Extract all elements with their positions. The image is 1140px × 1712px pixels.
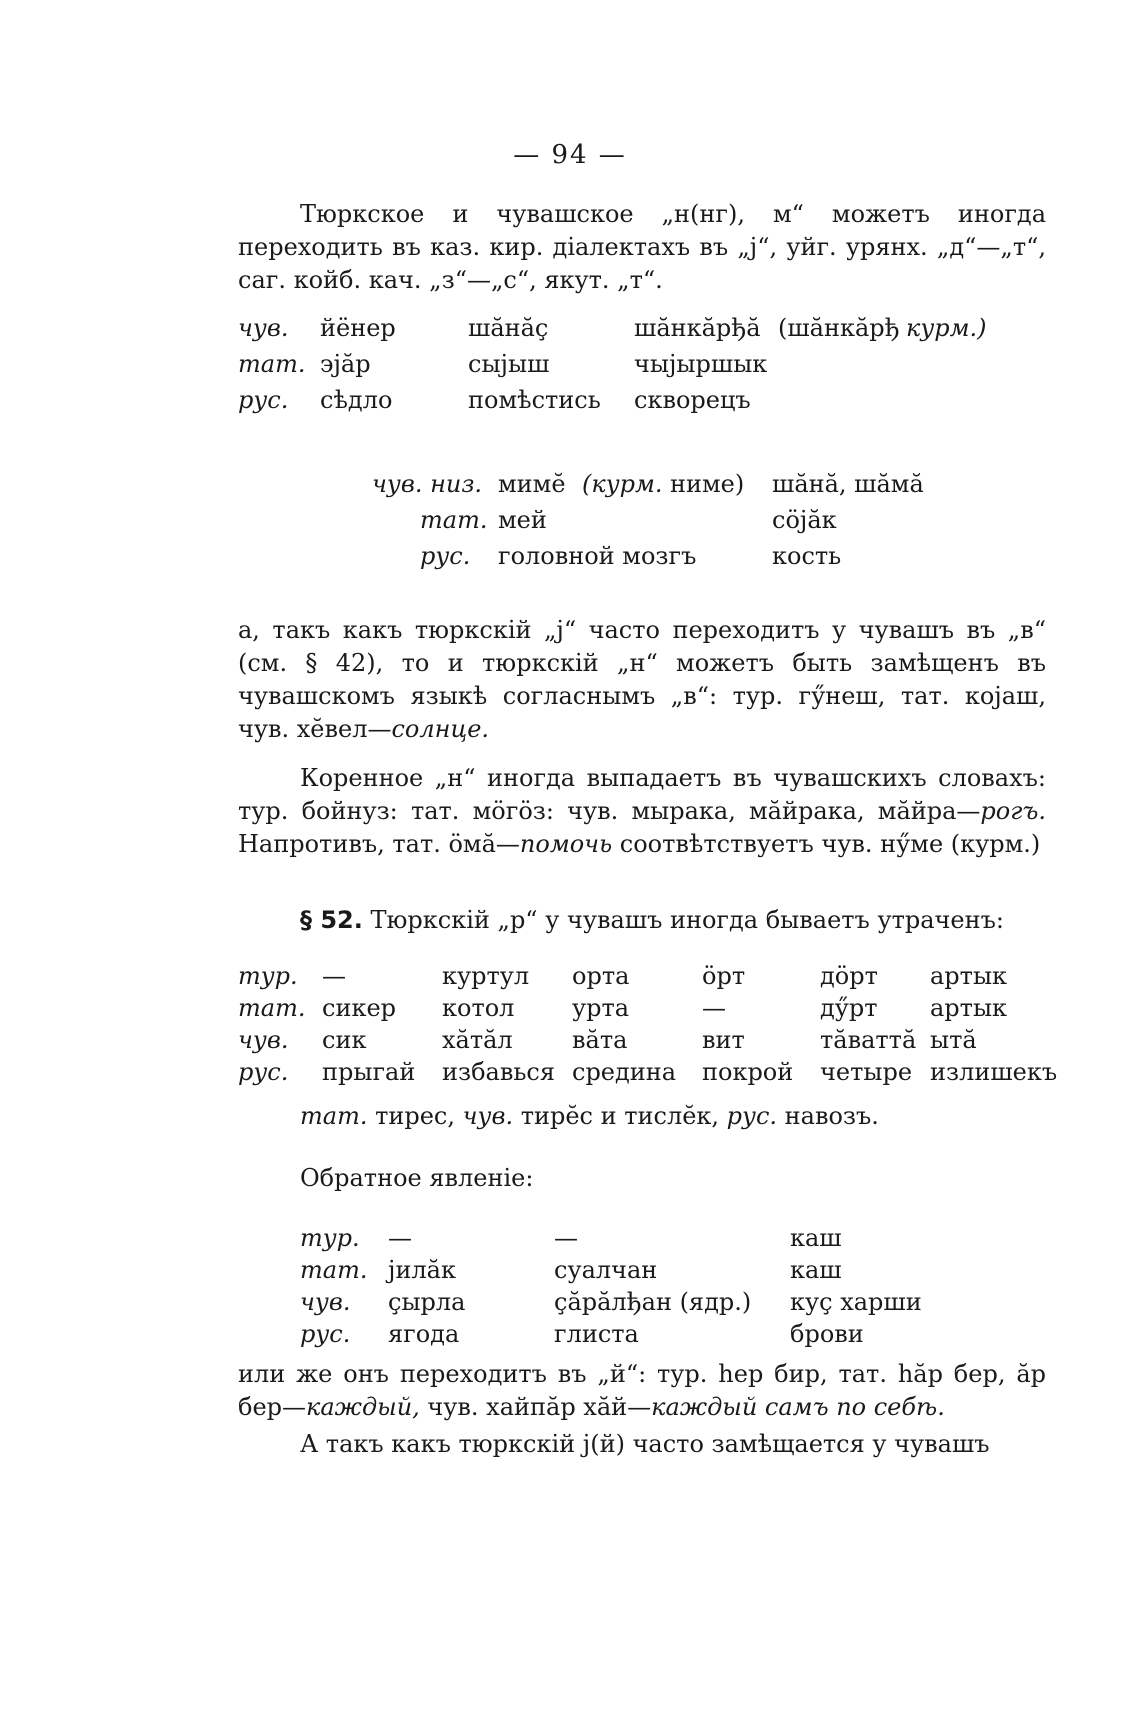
paragraph-text: соотвѣтствуетъ чув. нӳме (курм.) (612, 830, 1041, 858)
lang-label: чув. (462, 1102, 514, 1130)
word-cell: головной мозгъ (498, 542, 697, 570)
word-cell: ытă (930, 1026, 977, 1054)
word-cell: покрой (702, 1058, 794, 1086)
word-cell: кость (772, 542, 842, 570)
word-cell: средина (572, 1058, 677, 1086)
paragraph-text: Коренное „н“ иногда выпадаетъ въ чувашскихъ словахъ: тур. бойнуз: тат. мӧгӧз: чув. мырака, мăйрака, мăйра— (238, 764, 1046, 825)
lang-label: рус. (238, 1058, 289, 1086)
word-cell: вăта (572, 1026, 628, 1054)
paragraph-italic: каждый самъ по себѣ. (651, 1393, 945, 1421)
word-cell: глиста (554, 1320, 639, 1348)
paragraph-text: чув. хайпăр хăй— (419, 1393, 652, 1421)
word-cell: избавься (442, 1058, 556, 1086)
word-cell: сöjăк (772, 506, 837, 534)
word-cell: артык (930, 962, 1008, 990)
word-cell: суалчан (554, 1256, 658, 1284)
word-cell: сикер (322, 994, 397, 1022)
lang-label: тат. (300, 1256, 368, 1284)
word-cell: прыгай (322, 1058, 416, 1086)
word-cell: дӳрт (820, 994, 878, 1022)
word-cell: артык (930, 994, 1008, 1022)
lang-label: рус. (420, 542, 471, 570)
word-cell: излишекъ (930, 1058, 1058, 1086)
word-cell: вит (702, 1026, 745, 1054)
word-cell: ӧрт (702, 962, 746, 990)
paragraph-root-n (238, 762, 1046, 861)
word-cell: йёнер (320, 314, 396, 342)
lang-label: тат. (238, 994, 306, 1022)
word-cell: јилăк (388, 1256, 456, 1284)
paragraph-continuation: А такъ какъ тюркскій j(й) часто замѣщается у чувашъ (300, 1430, 990, 1458)
word-cell: брови (790, 1320, 864, 1348)
reverse-phenomenon-label: Обратное явленіе: (300, 1164, 534, 1192)
paragraph-text: или же онъ переходитъ въ „й“: тур. һер бир, тат. һăр бер, ăр бер— (238, 1360, 1046, 1421)
paragraph-text: а, такъ какъ тюркскій „j“ часто переходитъ у чувашъ въ „в“ (см. § 42), то и тюркскій „н“ можетъ быть замѣщенъ въ чувашскомъ языкѣ согласнымъ „в“: тур. гӳнеш, тат. којаш, чув. хĕвел— (238, 616, 1046, 743)
word-cell: — (322, 962, 346, 990)
word-cell: котол (442, 994, 515, 1022)
page-number: — 94 — (513, 140, 627, 170)
lang-label: чув. (238, 314, 289, 342)
lang-label: тур. (238, 962, 298, 990)
paragraph-italic: рогъ. (980, 797, 1046, 825)
word-cell: каш (790, 1256, 842, 1284)
word-cell: — (554, 1224, 578, 1252)
lang-label: рус. (238, 386, 289, 414)
paragraph-text: Напротивъ, тат. ӧмă— (238, 830, 520, 858)
section-label: § 52. (300, 906, 363, 934)
lang-label: тур. (300, 1224, 360, 1252)
word-cell: куç харши (790, 1288, 922, 1316)
lang-label: чув. (300, 1288, 351, 1316)
word-cell: орта (572, 962, 630, 990)
word-cell: помѣстись (468, 386, 601, 414)
word-cell: тăваттă (820, 1026, 917, 1054)
lang-label: тат. (420, 506, 488, 534)
word-cell: (шăнкăрђ (778, 314, 900, 342)
lang-label: тат. (238, 350, 306, 378)
word-cell: — (388, 1224, 412, 1252)
word-cell: шăнкăрђă (634, 314, 761, 342)
word-cell: эјăр (320, 350, 371, 378)
word-cell: урта (572, 994, 630, 1022)
lang-label: рус. (726, 1102, 778, 1130)
lang-label: чув. (238, 1026, 289, 1054)
line-text: тирĕс и тислĕк, (513, 1102, 727, 1130)
paragraph-transition-y (238, 1358, 1046, 1424)
word-cell: каш (790, 1224, 842, 1252)
word-cell: шăнăç (468, 314, 549, 342)
section-text: Тюркскій „р“ у чувашъ иногда бываетъ утраченъ: (362, 906, 1004, 934)
paragraph-italic: солнце. (391, 715, 490, 743)
line-tat-tires (300, 1100, 1040, 1133)
paragraph-italic: помочь (519, 830, 613, 858)
word-cell: сик (322, 1026, 367, 1054)
lang-label: рус. (300, 1320, 351, 1348)
word-cell: мей (498, 506, 547, 534)
lang-label: чув. низ. (372, 470, 483, 498)
section-52-heading (238, 904, 1046, 937)
word-cell: сыјыш (468, 350, 550, 378)
word-cell: хăтăл (442, 1026, 513, 1054)
word-cell: çăрăлђан (ядр.) (554, 1288, 752, 1316)
line-text: навозъ. (777, 1102, 879, 1130)
word-cell: чыјыршык (634, 350, 768, 378)
paragraph-italic: каждый, (306, 1393, 420, 1421)
word-cell: четыре (820, 1058, 913, 1086)
word-cell: курм.) (906, 314, 987, 342)
word-cell: (курм. (582, 470, 663, 498)
word-cell: мимĕ (498, 470, 566, 498)
word-cell: çырла (388, 1288, 466, 1316)
word-cell: шăнă, шăмă (772, 470, 924, 498)
word-cell: ниме) (670, 470, 745, 498)
word-cell: — (702, 994, 726, 1022)
paragraph-substitution (238, 614, 1046, 746)
word-cell: куртул (442, 962, 530, 990)
line-text: тирес, (367, 1102, 463, 1130)
paragraph-intro: Тюркское и чувашское „н(нг), м“ можетъ иногда переходить въ каз. кир. діалектахъ въ „j“, уйг. урянх. „д“—„т“, саг. койб. кач. „з“—„с“, якут. „т“. (238, 200, 1046, 294)
word-cell: ягода (388, 1320, 460, 1348)
word-cell: скворецъ (634, 386, 751, 414)
word-cell: дӧрт (820, 962, 878, 990)
lang-label: тат. (300, 1102, 368, 1130)
word-cell: сѣдло (320, 386, 393, 414)
